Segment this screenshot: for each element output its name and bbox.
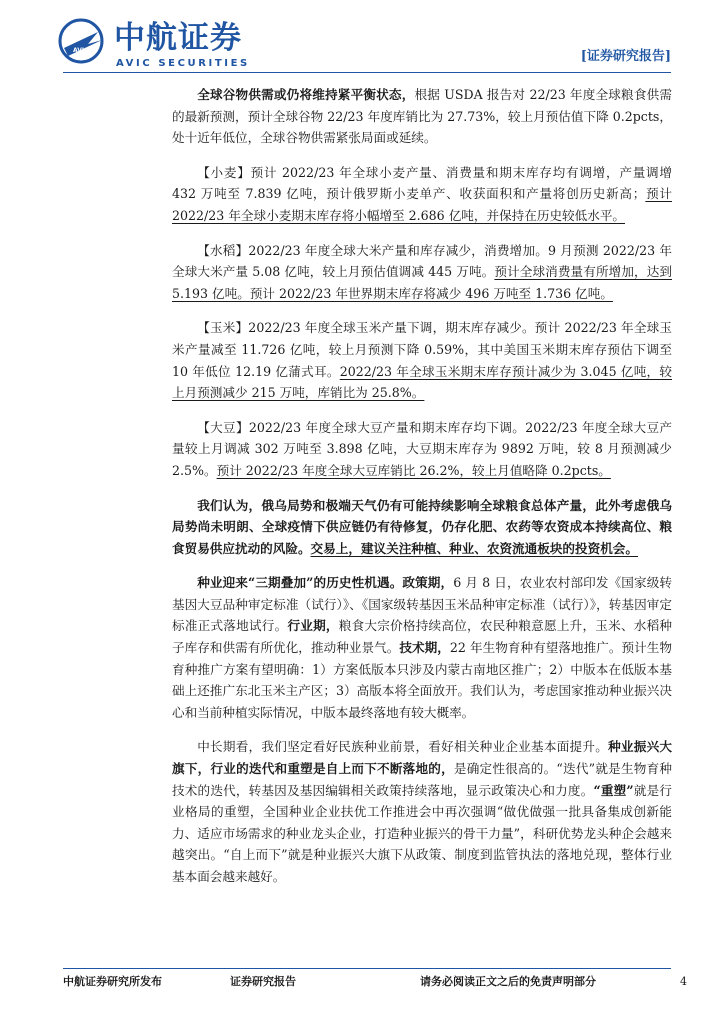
text-run: 我们认为，俄乌局势和极端天气仍有可能持续影响全球粮食总体产量，此外考虑俄乌局势尚未明朗、全球疫情下供应链仍有待修复，仍存化肥、农药等农资成本持续高位、粮食贸易供应扰动的风险。: [172, 497, 672, 556]
text-run: 【大豆】2022/23 年度全球大豆产量和期末库存均下调。2022/23 年度全球大豆产量较上月调减 302 万吨至 3.898 亿吨，大豆期末库存为 9892 万吨，较 8 月预测减少 2.5%。: [172, 419, 672, 478]
avic-logo-icon: [58, 18, 104, 64]
text-run: 是确定性很高的。“迭代”就是生物育种技术的迭代，转基因及基因编辑相关政策持续落地，显示政策决心和力度。: [172, 761, 672, 798]
text-run: 【小麦】预计 2022/23 年全球小麦产量、消费量和期末库存均有调增，产量调增 432 万吨至 7.839 亿吨，预计俄罗斯小麦单产、收获面积和产量将创历史新高；: [172, 164, 672, 202]
text-run: 预计 2022/23 年度全球大豆库销比 26.2%，较上月值略降 0.2pcts。: [216, 462, 611, 478]
report-body: [172, 84, 672, 901]
text-run: 中长期看，我们坚定看好民族种业前景，看好相关种业企业基本面提升。: [197, 739, 609, 755]
text-run: 种业迎来“三期叠加”的历史性机遇。政策期，: [197, 575, 454, 591]
header-divider: [63, 72, 671, 73]
text-run: 预计全球消费量有所增加，达到 5.193 亿吨。预计 2022/23 年世界期末库存将减少 496 万吨至 1.736 亿吨。: [172, 264, 673, 301]
svg-text:AVIC: AVIC: [73, 47, 89, 54]
logo-english-name: AVIC SECURITIES: [116, 58, 250, 69]
text-run: 交易上，建议关注种植、种业、农资流通板块的投资机会。: [310, 540, 638, 556]
footer-divider: [63, 968, 671, 969]
page-footer: [0, 968, 724, 1008]
company-logo: [58, 18, 258, 72]
body-paragraph: [172, 495, 672, 560]
page-number: 4: [680, 975, 687, 988]
text-run: 22 年生物育种有望落地推广。预计生物育种推广方案有望明确：1）方案低版本只涉及内蒙古南地区推广；2）中版本在低版本基础上还推广东北玉米主产区；3）高版本将全面放开。我们认为，考虑国家推动种业振兴决心和当前种植实际情况，中版本最终落地有较大概率。: [172, 640, 673, 720]
text-run: 全球谷物供需或仍将维持紧平衡状态，: [197, 87, 415, 102]
body-paragraph: [172, 736, 672, 887]
logo-chinese-name: 中航证券: [114, 20, 242, 56]
text-run: 【玉米】2022/23 年度全球玉米产量下调，期末库存减少。预计 2022/23 年全球玉米产量减至 11.726 亿吨，较上月预测下降 0.59%，其中美国玉米期末库存预估下调至 10 年低位 12.19 亿蒲式耳。: [172, 320, 672, 379]
page-header: [0, 0, 724, 82]
body-paragraph: [172, 317, 672, 403]
footer-publisher: 中航证券研究所发布: [63, 975, 162, 988]
text-run: 行业期，: [287, 618, 339, 634]
body-paragraph: [172, 240, 672, 305]
body-paragraph: [172, 417, 672, 482]
text-run: 2022/23 年全球玉米期末库存预计减少为 3.045 亿吨，较上月预测减少 215 万吨，库销比为 25.8%。: [172, 363, 672, 401]
footer-report-type: 证券研究报告: [230, 975, 296, 988]
text-run: 6 月 8 日，农业农村部印发《国家级转基因大豆品种审定标准（试行）》、《国家级转基因玉米品种审定标准（试行）》，转基因审定标准正式落地试行。: [172, 575, 672, 634]
text-run: 根据 USDA 报告对 22/23 年度全球粮食供需的最新预测，预计全球谷物 22/23 年度库销比为 27.73%，较上月预估值下降 0.2pcts，处十近年低位，全球谷物供需紧张局面或延续。: [172, 87, 673, 146]
body-paragraph: [172, 162, 672, 227]
footer-disclaimer: 请务必阅读正文之后的免责声明部分: [420, 975, 596, 988]
text-run: “重塑”: [593, 782, 634, 798]
body-paragraph: [172, 572, 672, 723]
text-run: 粮食大宗价格持续高位，农民种粮意愿上升，玉米、水稻种子库存和供需有所优化，推动种业景气。: [172, 618, 673, 656]
text-run: 种业振兴大旗下，行业的迭代和重塑是自上而下不断落地的，: [172, 739, 673, 777]
text-run: 技术期，: [399, 640, 450, 656]
body-paragraph: [172, 84, 672, 149]
text-run: 就是行业格局的重塑，全国种业企业扶优工作推进会中再次强调“做优做强一批具备集成创新能力、适应市场需求的种业龙头企业，打造种业振兴的骨干力量”，科研优势龙头种企会越来越突出。“自上而下”就是种业振兴大旗下从政策、制度到监管执法的落地兑现，整体行业基本面会越来越好。: [172, 782, 673, 884]
report-type-tag: [证券研究报告]: [580, 49, 671, 64]
text-run: 【水稻】2022/23 年度全球大米产量和库存减少，消费增加。9 月预测 2022/23 年全球大米产量 5.08 亿吨，较上月预估值调减 445 万吨。: [172, 242, 672, 280]
text-run: 预计 2022/23 年全球小麦期末库存将小幅增至 2.686 亿吨，并保持在历史较低水平。: [172, 186, 672, 223]
